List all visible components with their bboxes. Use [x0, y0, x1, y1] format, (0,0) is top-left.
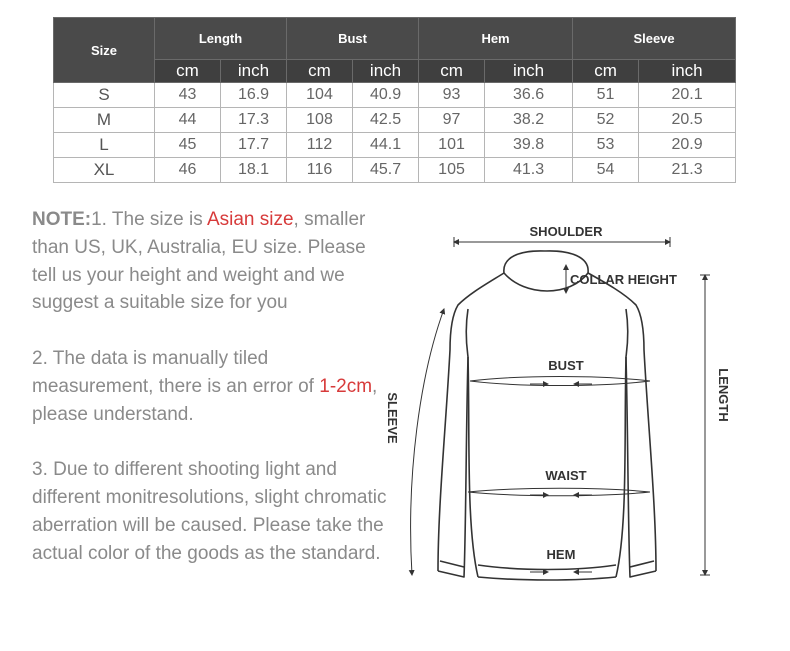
unit-header: inch [639, 60, 736, 83]
unit-header: inch [221, 60, 287, 83]
size-cell: S [54, 83, 155, 108]
table-cell: 54 [573, 158, 639, 183]
table-cell: 20.1 [639, 83, 736, 108]
unit-header: cm [155, 60, 221, 83]
table-cell: 41.3 [485, 158, 573, 183]
table-row [54, 158, 736, 183]
note-2-text-rest: , please understand. [32, 375, 378, 425]
table-cell: 39.8 [485, 133, 573, 158]
note-3: 3. Due to different shooting light and different monitresolutions, slight chromatic aberration will be caused. Please take the actual color of the goods as the standard. [32, 459, 387, 564]
bust-group-header: Bust [287, 18, 419, 60]
note-1-text-rest: , smaller than US, UK, Australia, EU size. Please tell us your height and weight and we suggest a suitable size for you [32, 209, 366, 314]
table-cell: 40.9 [353, 83, 419, 108]
size-notes [32, 206, 392, 595]
asian-size-highlight: Asian size [206, 209, 294, 230]
note-label: NOTE: [32, 209, 92, 230]
table-cell: 43 [155, 83, 221, 108]
size-cell: M [54, 108, 155, 133]
length-group-header: Length [155, 18, 287, 60]
table-cell: 21.3 [639, 158, 736, 183]
table-row [54, 133, 736, 158]
table-cell: 45 [155, 133, 221, 158]
table-cell: 42.5 [353, 108, 419, 133]
unit-header: cm [419, 60, 485, 83]
note-1-text: 1. The size is [91, 209, 207, 230]
table-cell: 38.2 [485, 108, 573, 133]
table-cell: 44.1 [353, 133, 419, 158]
waist-label: WAIST [545, 468, 587, 483]
waist-measure-line [468, 492, 650, 496]
table-group-header-row [54, 18, 736, 60]
bust-measure-line [470, 381, 650, 386]
error-range-highlight: 1-2cm [319, 375, 373, 397]
note-1 [32, 206, 392, 317]
table-cell: 97 [419, 108, 485, 133]
table-cell: 18.1 [221, 158, 287, 183]
table-row [54, 108, 736, 133]
bust-measure-line [470, 377, 650, 382]
table-cell: 20.5 [639, 108, 736, 133]
waist-measure-line [468, 488, 650, 492]
note-2-text: 2. The data is manually tiled measurement, there is an error of [32, 347, 320, 397]
length-label: LENGTH [716, 368, 731, 422]
table-cell: 46 [155, 158, 221, 183]
table-cell: 44 [155, 108, 221, 133]
unit-header: cm [573, 60, 639, 83]
size-cell: L [54, 133, 155, 158]
table-cell: 53 [573, 133, 639, 158]
note-2 [32, 345, 392, 428]
table-cell: 112 [287, 133, 353, 158]
sweater-outline-icon [438, 251, 656, 580]
table-cell: 116 [287, 158, 353, 183]
hem-group-header: Hem [419, 18, 573, 60]
table-cell: 45.7 [353, 158, 419, 183]
sleeve-group-header: Sleeve [573, 18, 736, 60]
unit-header: cm [287, 60, 353, 83]
table-cell: 52 [573, 108, 639, 133]
measurement-lines [411, 237, 710, 575]
size-chart-table [53, 17, 736, 183]
table-cell: 17.3 [221, 108, 287, 133]
table-cell: 93 [419, 83, 485, 108]
unit-header: inch [353, 60, 419, 83]
table-cell: 16.9 [221, 83, 287, 108]
table-cell: 36.6 [485, 83, 573, 108]
table-cell: 20.9 [639, 133, 736, 158]
shoulder-label: SHOULDER [529, 224, 603, 239]
table-cell: 108 [287, 108, 353, 133]
unit-header: inch [485, 60, 573, 83]
size-column-header: Size [54, 18, 155, 83]
collar-height-label: COLLAR HEIGHT [570, 272, 677, 287]
table-cell: 51 [573, 83, 639, 108]
table-row [54, 83, 736, 108]
bust-label: BUST [548, 358, 584, 373]
sweater-measurement-diagram [380, 205, 780, 605]
size-cell: XL [54, 158, 155, 183]
table-unit-header-row [54, 60, 736, 83]
table-cell: 104 [287, 83, 353, 108]
table-cell: 105 [419, 158, 485, 183]
sleeve-label: SLEEVE [385, 392, 400, 444]
hem-label: HEM [546, 547, 576, 562]
table-cell: 17.7 [221, 133, 287, 158]
table-cell: 101 [419, 133, 485, 158]
